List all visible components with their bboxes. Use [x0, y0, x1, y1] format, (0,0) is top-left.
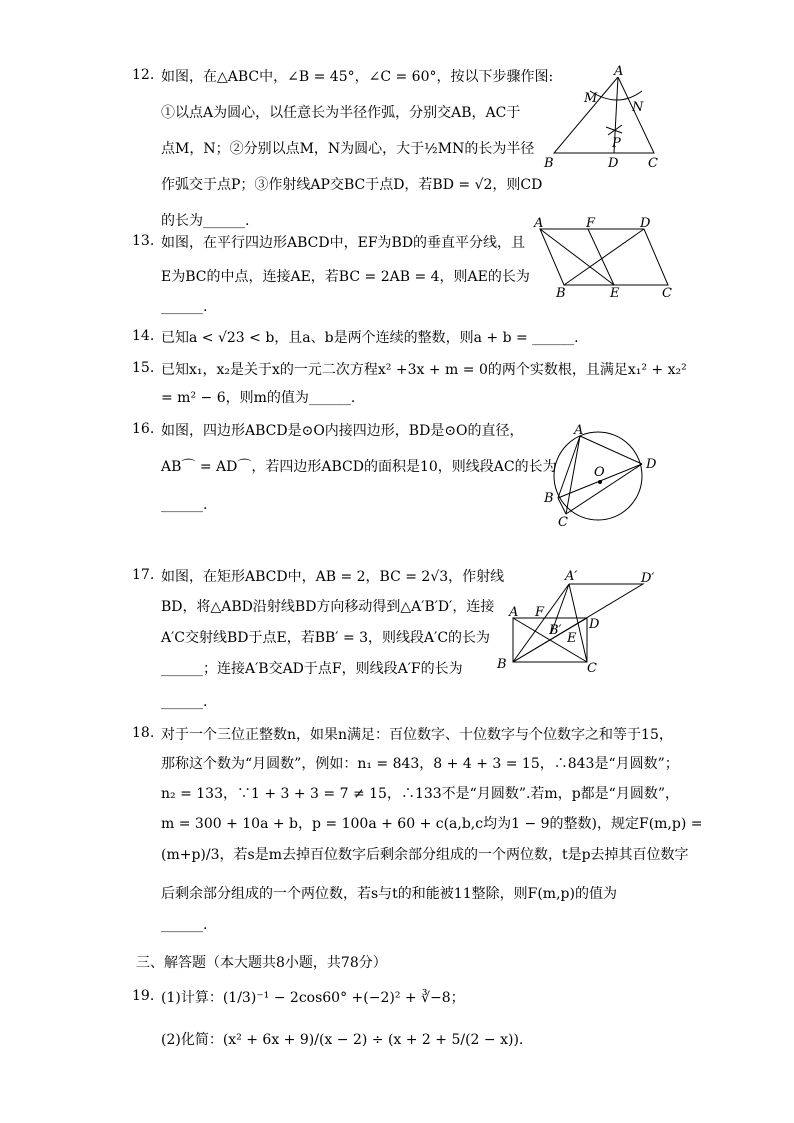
question-number: 17. — [132, 567, 155, 583]
question-text-line: n₂ = 133，∵1 + 3 + 3 = 7 ≠ 15，∴133不是“月圆数”.若m，p都是“月圆数”， — [161, 786, 679, 802]
label-F: F — [586, 216, 596, 231]
question-text-line: 的长为______. — [161, 213, 250, 229]
question-text-line: ______. — [161, 917, 208, 933]
label-A-prime: A′ — [565, 569, 578, 584]
label-D: D — [640, 216, 651, 231]
question-number: 13. — [132, 233, 155, 249]
label-A: A — [614, 65, 624, 79]
label-N: N — [632, 100, 644, 115]
question-number: 15. — [132, 360, 155, 376]
figure-q13-parallelogram — [530, 215, 680, 300]
question-text-line: 如图，在平行四边形ABCD中，EF为BD的垂直平分线，且 — [161, 235, 526, 251]
label-D-prime: D′ — [641, 571, 655, 586]
question-text-line: 那称这个数为“月圆数”，例如：n₁ = 843，8 + 4 + 3 = 15，∴843是“月圆数”； — [161, 756, 679, 772]
label-P: P — [612, 136, 621, 151]
question-text-line: 已知a < √23 < b，且a、b是两个连续的整数，则a + b = ______. — [161, 330, 579, 346]
question-text-line: m = 300 + 10a + b，p = 100a + 60 + c(a,b,c均为1 − 9的整数)，规定F(m,p) = — [161, 816, 703, 832]
figure-q16-circle — [540, 420, 670, 530]
label-B-prime: B′ — [549, 623, 562, 638]
label-B: B — [544, 156, 554, 171]
question-number: 12. — [132, 67, 155, 83]
label-O: O — [594, 465, 605, 480]
question-text-line: ______. — [161, 299, 208, 315]
question-text-line: AB⌒ = AD⌒，若四边形ABCD的面积是10，则线段AC的长为 — [161, 459, 557, 475]
question-text-line: 作弧交于点P；③作射线AP交BC于点D，若BD = √2，则CD — [161, 177, 543, 193]
label-C: C — [587, 661, 597, 676]
question-text-line: 对于一个三位正整数n，如果n满足：百位数字、十位数字与个位数字之和等于15， — [161, 727, 673, 743]
question-number: 18. — [132, 725, 155, 741]
question-text-line: ______. — [161, 497, 208, 513]
question-text-line: 如图，在△ABC中，∠B = 45°，∠C = 60°，按以下步骤作图: — [161, 69, 554, 85]
question-text-line: = m² − 6，则m的值为______. — [161, 390, 356, 406]
question-number: 16. — [132, 421, 155, 437]
label-D: D — [589, 617, 600, 632]
label-A: A — [574, 423, 584, 438]
label-C: C — [648, 156, 658, 171]
question-text-line: 已知x₁，x₂是关于x的一元二次方程x² +3x + m = 0的两个实数根，且满足x₁² + x₂² — [161, 362, 687, 378]
label-D: D — [608, 156, 619, 171]
label-B: B — [497, 657, 507, 672]
question-text-line: A′C交射线BD于点E，若BB′ = 3，则线段A′C的长为 — [161, 630, 491, 646]
question-text-line: BD，将△ABD沿射线BD方向移动得到△A′B′D′，连接 — [161, 599, 495, 615]
label-B: B — [544, 491, 554, 506]
label-B: B — [556, 286, 566, 300]
label-F: F — [535, 605, 545, 620]
label-C: C — [558, 515, 568, 530]
question-number: 19. — [132, 988, 155, 1004]
question-text-line: 后剩余部分组成的一个两位数，若s与t的和能被11整除，则F(m,p)的值为 — [161, 886, 617, 902]
label-C: C — [662, 286, 672, 300]
question-text-line: ______；连接A′B交AD于点F，则线段A′F的长为 — [161, 661, 463, 677]
question-text-line: E为BC的中点，连接AE，若BC = 2AB = 4，则AE的长为 — [161, 269, 530, 285]
question-text-line: 如图，四边形ABCD是⊙O内接四边形，BD是⊙O的直径， — [161, 423, 524, 439]
section-title: 三、解答题（本大题共8小题，共78分） — [136, 955, 387, 971]
figure-q17-rectangle — [495, 568, 665, 678]
question-part-2: (2)化简：(x² + 6x + 9)/(x − 2) ÷ (x + 2 + 5/(2 − x)). — [161, 1032, 524, 1048]
label-D: D — [646, 457, 657, 472]
question-number: 14. — [132, 328, 155, 344]
question-text-line: ①以点A为圆心，以任意长为半径作弧，分别交AB，AC于 — [161, 105, 521, 121]
question-text-line: (m+p)/3，若s是m去掉百位数字后剩余部分组成的一个两位数，t是p去掉其百位数字 — [161, 847, 689, 863]
question-text-line: 点M，N；②分别以点M，N为圆心，大于½MN的长为半径 — [161, 141, 535, 157]
question-text-line: 如图，在矩形ABCD中，AB = 2，BC = 2√3，作射线 — [161, 569, 505, 585]
label-E: E — [610, 286, 620, 300]
label-E: E — [567, 631, 577, 646]
label-M: M — [584, 91, 598, 106]
question-part-1: (1)计算：(1/3)⁻¹ − 2cos60° +(−2)² + ∛−8； — [161, 990, 465, 1006]
label-A: A — [509, 605, 519, 620]
question-text-line: ______. — [161, 694, 208, 710]
figure-q12-triangle — [530, 65, 680, 175]
label-A: A — [534, 216, 544, 231]
